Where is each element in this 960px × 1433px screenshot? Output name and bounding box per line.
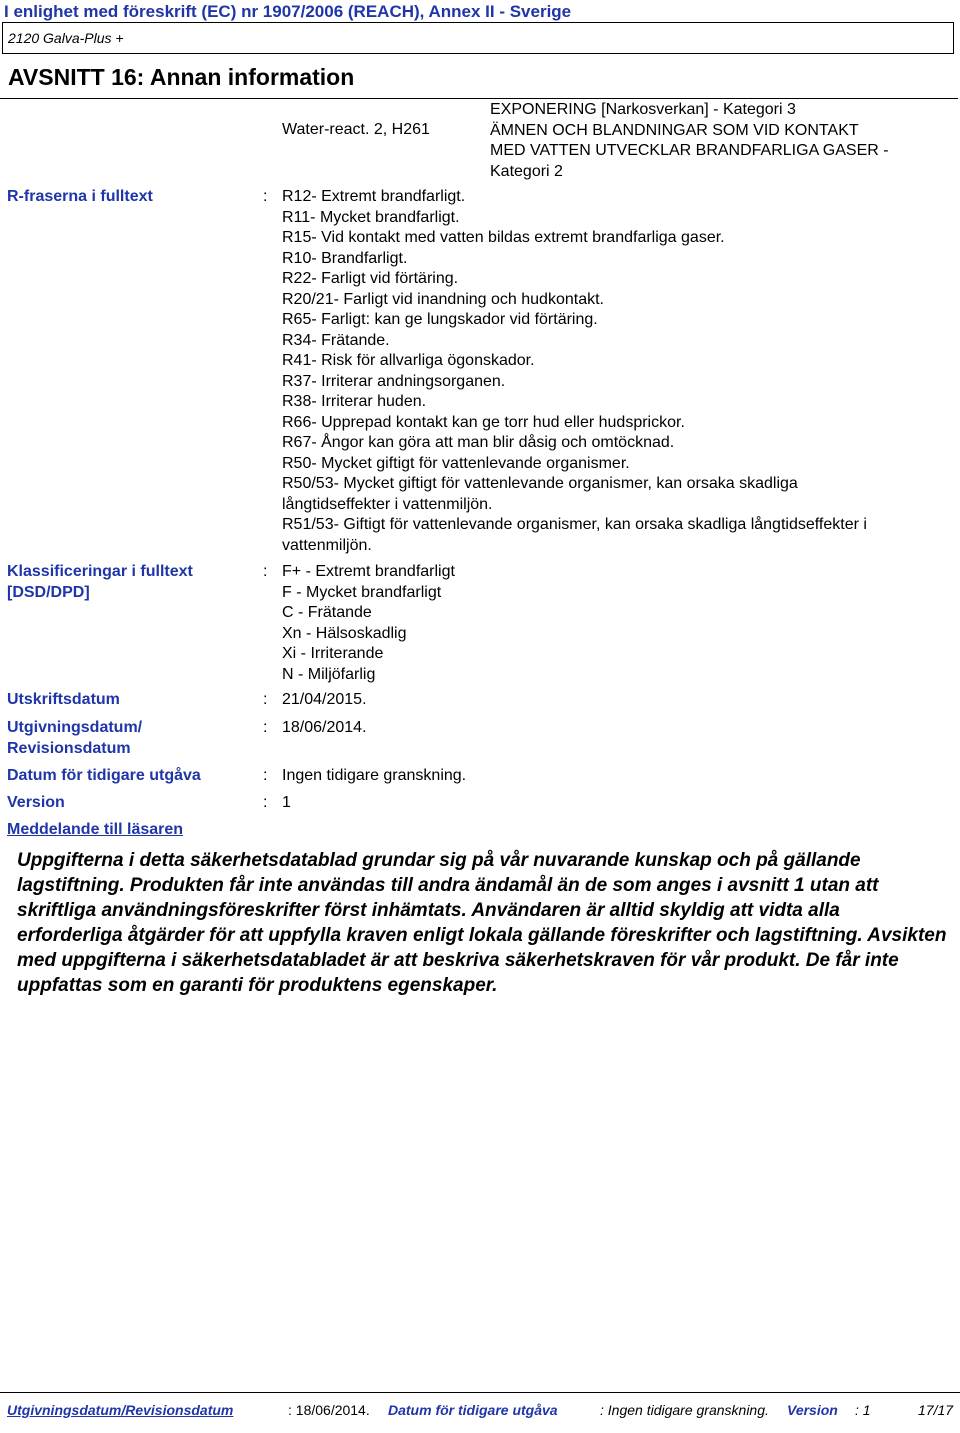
- field-colon: :: [263, 794, 268, 811]
- classification-line: N - Miljöfarlig: [282, 665, 376, 683]
- hazard-description: [490, 100, 889, 182]
- hazard-description-line: EXPONERING [Narkosverkan] - Kategori 3: [490, 101, 796, 118]
- field-colon: :: [263, 719, 268, 736]
- version-value: 1: [282, 794, 291, 811]
- product-name-box: [2, 22, 954, 54]
- previous-date-label: Datum för tidigare utgåva: [7, 767, 201, 784]
- r-phrases-list: [282, 187, 867, 556]
- product-name: 2120 Galva-Plus +: [8, 30, 124, 46]
- print-date-label: Utskriftsdatum: [7, 691, 120, 708]
- issue-date-label-line: Utgivningsdatum/: [7, 719, 143, 736]
- hazard-description-line: MED VATTEN UTVECKLAR BRANDFARLIGA GASER -: [490, 142, 889, 159]
- classification-line: F+ - Extremt brandfarligt: [282, 563, 455, 580]
- issue-date-label-line: Revisionsdatum: [7, 739, 131, 757]
- field-colon: :: [263, 563, 268, 580]
- footer-divider: [0, 1392, 960, 1393]
- field-colon: :: [263, 767, 268, 784]
- classification-line: Xn - Hälsoskadlig: [282, 624, 407, 642]
- classifications-label-line: [DSD/DPD]: [7, 583, 90, 601]
- r-phrase-line: R11- Mycket brandfarligt.: [282, 208, 460, 226]
- hazard-description-line: ÄMNEN OCH BLANDNINGAR SOM VID KONTAKT: [490, 121, 859, 139]
- r-phrase-line: R34- Frätande.: [282, 331, 390, 349]
- field-colon: :: [263, 691, 268, 708]
- version-label: Version: [7, 794, 65, 811]
- footer-previous-value: : Ingen tidigare granskning.: [600, 1402, 769, 1418]
- r-phrase-line: R12- Extremt brandfarligt.: [282, 188, 466, 205]
- previous-date-value: Ingen tidigare granskning.: [282, 767, 467, 784]
- footer-version-label: Version: [787, 1402, 838, 1418]
- issue-date-label: [7, 718, 142, 759]
- footer-previous-label: Datum för tidigare utgåva: [388, 1402, 558, 1418]
- classification-line: C - Frätande: [282, 604, 372, 621]
- classification-line: Xi - Irriterande: [282, 645, 384, 662]
- issue-date-value: 18/06/2014.: [282, 719, 367, 736]
- r-phrase-line: R37- Irriterar andningsorganen.: [282, 372, 506, 390]
- r-phrase-line: R65- Farligt: kan ge lungskador vid förtäring.: [282, 311, 598, 328]
- section-divider: [0, 98, 958, 99]
- r-phrase-line: R51/53- Giftigt för vattenlevande organismer, kan orsaka skadliga långtidseffekter i: [282, 516, 867, 533]
- r-phrase-line: R67- Ångor kan göra att man blir dåsig och omtöcknad.: [282, 434, 675, 451]
- document-header-title: I enlighet med föreskrift (EC) nr 1907/2006 (REACH), Annex II - Sverige: [4, 2, 572, 21]
- r-phrase-line: R15- Vid kontakt med vatten bildas extremt brandfarliga gaser.: [282, 229, 725, 246]
- reader-notice-label: Meddelande till läsaren: [7, 821, 184, 838]
- classifications-list: [282, 562, 455, 685]
- classification-line: F - Mycket brandfarligt: [282, 583, 442, 601]
- r-phrase-line: R38- Irriterar huden.: [282, 393, 427, 410]
- r-phrase-line: R10- Brandfarligt.: [282, 249, 408, 267]
- r-phrase-line: R20/21- Farligt vid inandning och hudkontakt.: [282, 290, 604, 308]
- r-phrase-line: R66- Upprepad kontakt kan ge torr hud eller hudsprickor.: [282, 413, 685, 431]
- footer-version-value: : 1: [855, 1402, 871, 1418]
- r-phrase-line: R50- Mycket giftigt för vattenlevande organismer.: [282, 454, 630, 472]
- classifications-label-line: Klassificeringar i fulltext: [7, 563, 193, 580]
- footer-page-number: 17/17: [918, 1402, 954, 1418]
- print-date-value: 21/04/2015.: [282, 691, 367, 708]
- field-colon: :: [263, 188, 268, 205]
- r-phrase-line: långtidseffekter i vattenmiljön.: [282, 495, 493, 513]
- r-phrase-line: vattenmiljön.: [282, 536, 372, 554]
- r-phrases-label: R-fraserna i fulltext: [7, 188, 153, 205]
- hazard-code: Water-react. 2, H261: [282, 121, 430, 138]
- r-phrase-line: R50/53- Mycket giftigt för vattenlevande organismer, kan orsaka skadliga: [282, 475, 798, 492]
- r-phrase-line: R22- Farligt vid förtäring.: [282, 270, 459, 287]
- hazard-description-line: Kategori 2: [490, 162, 563, 180]
- classifications-label: [7, 562, 193, 603]
- footer-issue-label: Utgivningsdatum/Revisionsdatum: [7, 1402, 234, 1418]
- r-phrase-line: R41- Risk för allvarliga ögonskador.: [282, 352, 535, 369]
- footer-issue-value: : 18/06/2014.: [288, 1402, 370, 1418]
- section-title: AVSNITT 16: Annan information: [8, 64, 355, 90]
- reader-notice-text: Uppgifterna i detta säkerhetsdatablad grundar sig på vår nuvarande kunskap och på gällande lagstiftning. Produkten får inte användas till andra ändamål än de som anges i avsnitt 1 utan att skriftliga användningsföreskrifter först inhämtats. Användaren är alltid skyldig att vidta alla erforderliga åtgärder för att uppfylla kraven enligt lokala gällande föreskrifter och lagstiftning. Avsikten med uppgifterna i säkerhetsdatabladet är att beskriva säkerhetskraven för vår produkt. De får inte uppfattas som en garanti för produktens egenskaper.: [17, 850, 947, 996]
